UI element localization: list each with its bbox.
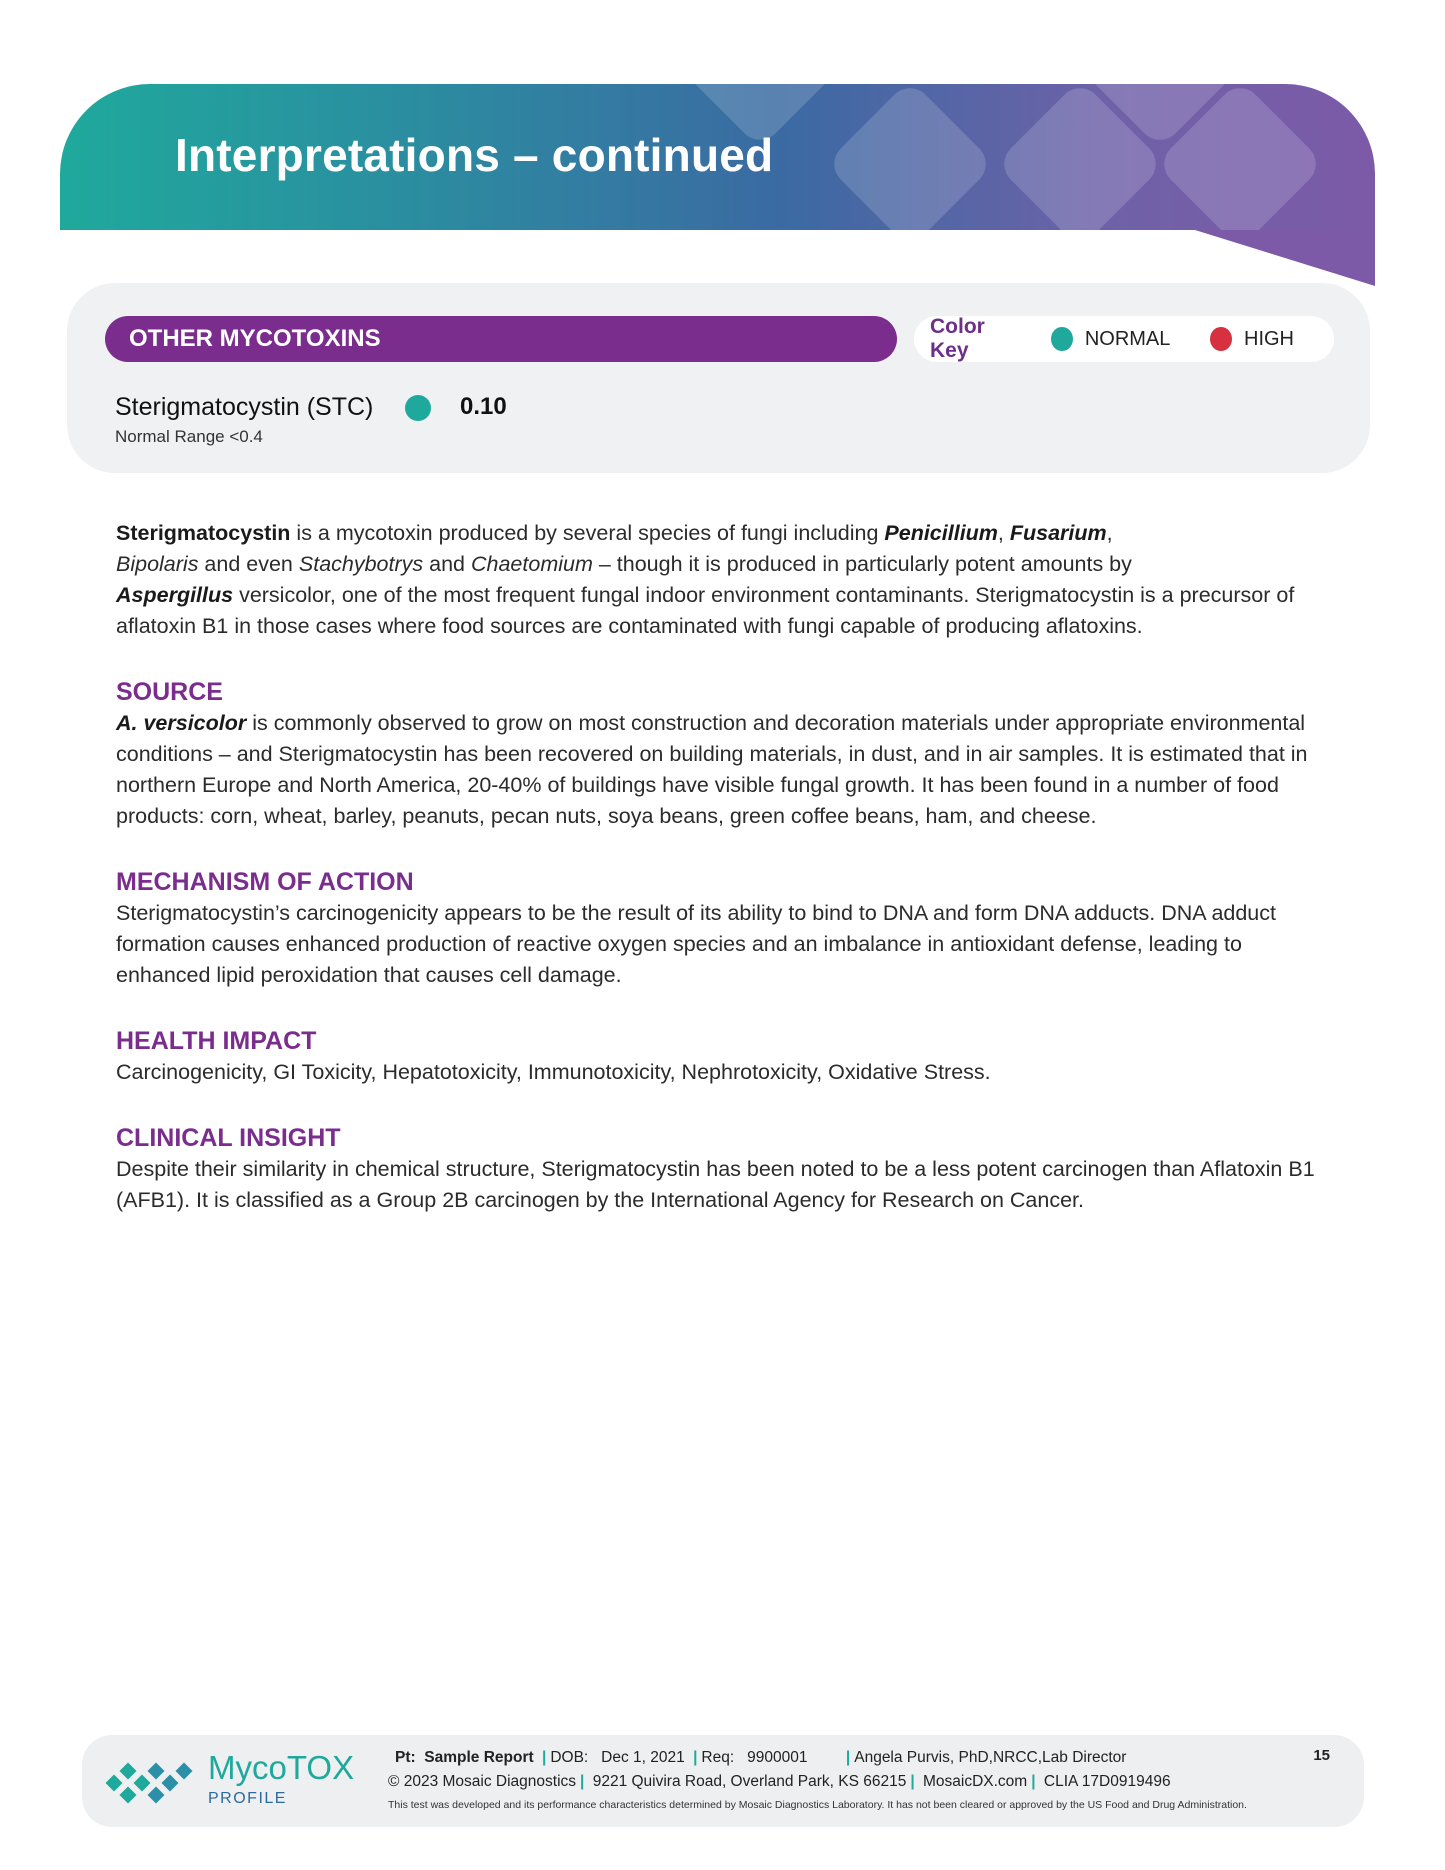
intro-paragraph	[116, 518, 1336, 642]
intro-text: ,	[997, 521, 1010, 545]
intro-text: – though it is produced in particularly potent amounts by	[592, 552, 1132, 576]
patient-value: Sample Report	[424, 1749, 534, 1766]
req-label: Req:	[701, 1749, 735, 1766]
copyright: © 2023 Mosaic Diagnostics	[388, 1773, 577, 1790]
banner-accent	[1195, 230, 1375, 286]
intro-text: and even	[198, 552, 299, 576]
health-impact-heading: HEALTH IMPACT	[116, 1027, 317, 1055]
section-label: OTHER MYCOTOXINS	[105, 316, 897, 362]
intro-text: and	[423, 552, 471, 576]
high-dot-icon	[1210, 327, 1232, 351]
logo-text: MycoTOX	[208, 1749, 355, 1786]
color-key-normal: NORMAL	[1084, 327, 1171, 350]
interpretation-body	[116, 518, 1336, 1216]
intro-text: versicolor, one of the most frequent fungal indoor environment contaminants. Sterigmatocystin is a precursor of aflatoxin B1 in those cases where food sources are contaminated with fungi capable of producing aflatoxins.	[116, 583, 1295, 638]
genus-stachybotrys: Stachybotrys	[298, 552, 424, 576]
source-text: is commonly observed to grow on most construction and decoration materials under appropriate environmental conditions – and Sterigmatocystin has been recovered on building materials, in dust, and in air samples. It is estimated that in northern Europe and North America, 20-40% of buildings have visible fungal growth. It has been found in a number of food products: corn, wheat, barley, peanuts, pecan nuts, soya beans, green coffee beans, ham, and cheese.	[116, 711, 1308, 828]
intro-text: is a mycotoxin produced by several species of fungi including	[290, 521, 885, 545]
result-name: Sterigmatocystin (STC)	[115, 393, 374, 421]
lab-website: MosaicDX.com	[923, 1773, 1028, 1790]
lab-director: Angela Purvis, PhD,NRCC,Lab Director	[854, 1749, 1127, 1766]
result-status-dot-icon	[405, 395, 431, 421]
genus-chaetomium: Chaetomium	[470, 552, 593, 576]
health-impact-paragraph: Carcinogenicity, GI Toxicity, Hepatotoxicity, Immunotoxicity, Nephrotoxicity, Oxidative Stress.	[116, 1060, 991, 1084]
header-banner	[60, 84, 1375, 230]
source-paragraph	[116, 708, 1336, 832]
mechanism-heading: MECHANISM OF ACTION	[116, 868, 414, 896]
req-value: 9900001	[747, 1749, 808, 1766]
clinical-insight-heading: CLINICAL INSIGHT	[116, 1124, 341, 1152]
intro-term: Sterigmatocystin	[116, 521, 291, 545]
logo-subtitle: PROFILE	[208, 1790, 287, 1807]
page-number: 15	[1313, 1747, 1330, 1764]
page-title: Interpretations – continued	[175, 129, 774, 181]
color-key-title: Color Key	[930, 315, 985, 362]
genus-aspergillus: Aspergillus	[116, 583, 234, 607]
color-key	[914, 316, 1334, 362]
genus-penicillium: Penicillium	[884, 521, 998, 545]
source-heading: SOURCE	[116, 678, 223, 706]
dob-value: Dec 1, 2021	[601, 1749, 685, 1766]
mechanism-paragraph: Sterigmatocystin’s carcinogenicity appears to be the result of its ability to bind to DNA and form DNA adducts. DNA adduct formation causes enhanced production of reactive oxygen species and an imbalance in antioxidant defense, leading to enhanced lipid peroxidation that causes cell damage.	[116, 901, 1276, 987]
intro-text: ,	[1106, 521, 1113, 545]
clinical-insight-paragraph: Despite their similarity in chemical structure, Sterigmatocystin has been noted to be a less potent carcinogen than Aflatoxin B1 (AFB1). It is classified as a Group 2B carcinogen by the International Agency for Research on Cancer.	[116, 1157, 1315, 1212]
lab-info-line: © 2023 Mosaic Diagnostics | 9221 Quivira Road, Overland Park, KS 66215 | MosaicDX.com | CLIA 17D0919496	[388, 1773, 1171, 1790]
normal-dot-icon	[1051, 327, 1073, 351]
color-key-high: HIGH	[1244, 327, 1294, 350]
mycotox-logo-icon	[104, 1757, 196, 1811]
patient-label: Pt:	[395, 1749, 416, 1766]
fda-disclaimer: This test was developed and its performance characteristics determined by Mosaic Diagnostics Laboratory. It has not been cleared or approved by the US Food and Drug Administration.	[388, 1799, 1247, 1811]
lab-address: 9221 Quivira Road, Overland Park, KS 66215	[592, 1773, 907, 1790]
clia-number: CLIA 17D0919496	[1043, 1773, 1171, 1790]
source-lead: A. versicolor	[116, 711, 247, 735]
report-footer	[82, 1735, 1364, 1827]
result-value: 0.10	[460, 393, 507, 420]
dob-label: DOB:	[550, 1749, 589, 1766]
genus-fusarium: Fusarium	[1009, 521, 1107, 545]
result-panel	[67, 283, 1370, 473]
genus-bipolaris: Bipolaris	[116, 552, 199, 576]
patient-info-line: Pt: Sample Report | DOB: Dec 1, 2021 | Req: 9900001 | Angela Purvis, PhD,NRCC,Lab Director	[395, 1749, 1127, 1766]
result-range: Normal Range <0.4	[115, 427, 263, 446]
